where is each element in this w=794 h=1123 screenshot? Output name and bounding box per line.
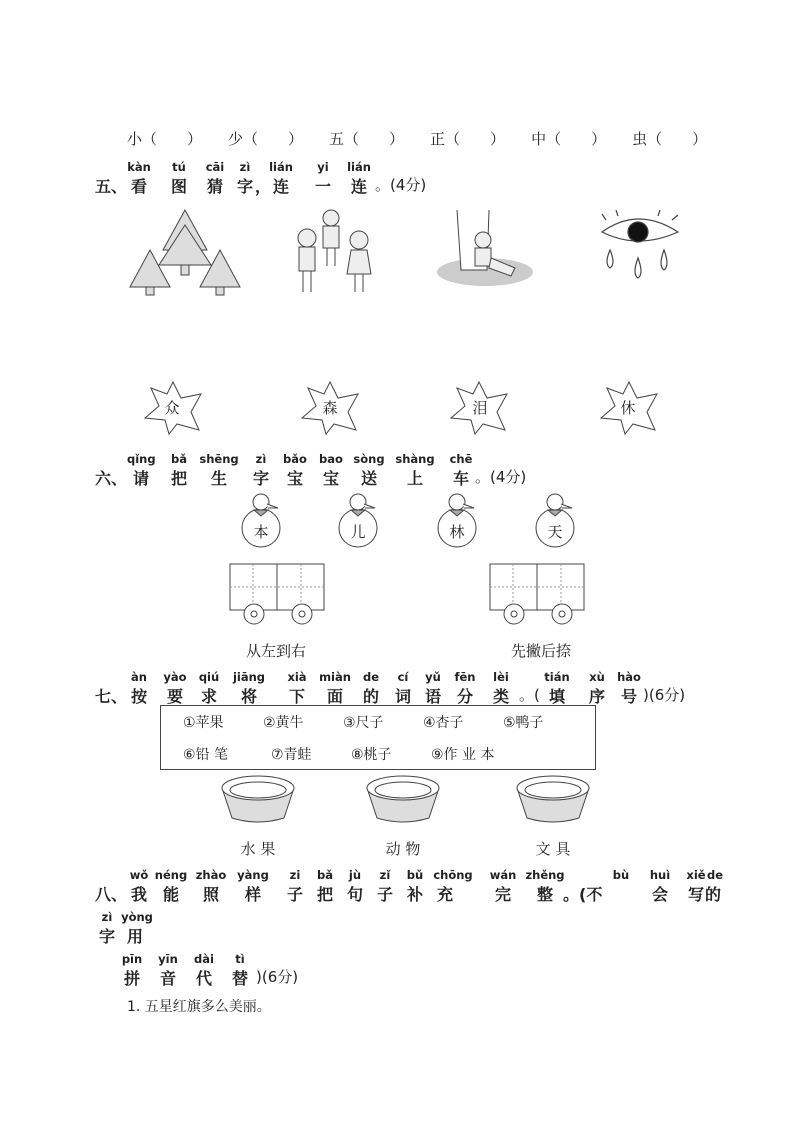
car-box[interactable] xyxy=(488,562,588,628)
q7-heading xyxy=(95,670,715,710)
bowl-label: 水 果 xyxy=(240,840,276,858)
trees-picture xyxy=(125,205,245,300)
hanzi: 把 xyxy=(170,469,187,488)
hanzi: 请 xyxy=(132,469,149,488)
hanzi: 句 xyxy=(346,885,363,904)
hanzi: 音 xyxy=(159,969,176,988)
hanzi: 替 xyxy=(231,969,248,988)
option-item: ①苹果 xyxy=(183,715,224,731)
hanzi: 号 xyxy=(620,687,637,706)
option-item: ⑦青蛙 xyxy=(271,747,312,763)
pinyin: huì xyxy=(649,868,671,882)
bowl-label: 文 具 xyxy=(535,840,571,858)
hanzi: 按 xyxy=(130,687,147,706)
bird-char: 本 xyxy=(253,523,269,541)
hanzi: 类 xyxy=(492,687,509,706)
punctuation: ， xyxy=(255,177,272,196)
pinyin: zǐ xyxy=(379,868,391,882)
leaf-char: 休 xyxy=(620,399,636,417)
q8-score: )(6分) xyxy=(256,968,299,986)
blank-item: 虫（ ） xyxy=(632,130,708,148)
pinyin: zhěng xyxy=(525,868,565,882)
pinyin: shēng xyxy=(199,452,239,466)
hanzi: 的 xyxy=(704,885,721,904)
pinyin: chē xyxy=(449,452,473,466)
eye-tears-picture xyxy=(598,210,683,292)
hanzi: 面 xyxy=(326,687,343,706)
hanzi: 充 xyxy=(436,885,453,904)
hanzi: 完 xyxy=(494,885,511,904)
pinyin: zi xyxy=(289,868,301,882)
q8-heading xyxy=(95,868,725,908)
leaf-char: 众 xyxy=(164,399,180,417)
pinyin: zhào xyxy=(195,868,227,882)
hanzi: 序 xyxy=(588,687,605,706)
q5-score: 。(4分) xyxy=(375,176,427,194)
pinyin: lián xyxy=(269,160,293,174)
q8-number: 八、 xyxy=(95,885,128,904)
pinyin: yòng xyxy=(121,910,153,924)
pinyin: bǎo xyxy=(283,452,307,466)
hanzi: 下 xyxy=(288,687,305,706)
car-label: 先撇后捺 xyxy=(511,642,572,660)
hanzi: 将 xyxy=(240,687,257,706)
bird-char: 儿 xyxy=(350,523,366,541)
hanzi: 一 xyxy=(314,177,331,196)
hanzi: 分 xyxy=(456,687,473,706)
pinyin: xiě xyxy=(686,868,706,882)
hanzi: 连 xyxy=(350,177,367,196)
pinyin: bǎ xyxy=(171,452,187,466)
option-item: ⑨作 业 本 xyxy=(431,747,495,763)
pinyin: xià xyxy=(287,670,307,684)
pinyin: bù xyxy=(612,868,630,882)
q5-heading xyxy=(95,160,695,200)
pinyin: jù xyxy=(348,868,362,882)
blank-item: 小（ ） xyxy=(127,130,203,148)
hanzi: 图 xyxy=(170,177,187,196)
pinyin: fēn xyxy=(454,670,476,684)
hanzi: 我 xyxy=(130,885,147,904)
pinyin: kàn xyxy=(127,160,151,174)
pinyin: de xyxy=(362,670,380,684)
pinyin: pīn xyxy=(121,952,143,966)
option-item: ②黄牛 xyxy=(263,715,304,731)
q5-number: 五、 xyxy=(95,177,128,196)
pinyin: dài xyxy=(194,952,214,966)
pinyin: wǒ xyxy=(129,868,149,882)
hanzi: 生 xyxy=(210,469,227,488)
hanzi: 要 xyxy=(166,687,183,706)
hanzi: 子 xyxy=(286,885,303,904)
pinyin: cāi xyxy=(205,160,225,174)
pinyin: qiú xyxy=(198,670,220,684)
pinyin: néng xyxy=(154,868,188,882)
hanzi: 整 xyxy=(536,885,553,904)
blank-item: 少（ ） xyxy=(228,130,304,148)
pinyin: chōng xyxy=(433,868,473,882)
pinyin: jiāng xyxy=(232,670,266,684)
pinyin: sòng xyxy=(353,452,385,466)
bowl-icon[interactable] xyxy=(365,772,441,826)
pinyin: yi xyxy=(317,160,329,174)
q8-line2 xyxy=(95,910,195,946)
pinyin: lèi xyxy=(493,670,509,684)
hanzi: 字 xyxy=(98,927,115,946)
car-label: 从左到右 xyxy=(246,642,307,660)
q7-score: )(6分) xyxy=(643,686,686,704)
blank-item: 中（ ） xyxy=(531,130,607,148)
hanzi: 词 xyxy=(394,687,411,706)
q8-line3 xyxy=(120,952,420,988)
hanzi: 填 xyxy=(548,687,565,706)
pinyin: miàn xyxy=(319,670,351,684)
option-item: ③尺子 xyxy=(343,715,384,731)
hanzi: 用 xyxy=(126,927,143,946)
pinyin: yàng xyxy=(237,868,269,882)
hanzi: 送 xyxy=(360,469,377,488)
pinyin: tián xyxy=(544,670,570,684)
hanzi: 连 xyxy=(272,177,289,196)
hanzi: 会 xyxy=(651,885,668,904)
hanzi: 字 xyxy=(252,469,269,488)
leaf-char: 泪 xyxy=(472,399,488,417)
hanzi: 车 xyxy=(452,469,469,488)
option-item: ⑥铅 笔 xyxy=(183,747,229,763)
pinyin: bǎ xyxy=(317,868,333,882)
hanzi: 上 xyxy=(406,469,423,488)
q6-heading xyxy=(95,452,695,492)
leaf-char: 森 xyxy=(322,399,338,417)
pinyin: yīn xyxy=(158,952,178,966)
car-box[interactable] xyxy=(228,562,328,628)
pinyin: yào xyxy=(163,670,187,684)
hanzi: 代 xyxy=(195,969,212,988)
hanzi: 猜 xyxy=(206,177,223,196)
hanzi: 语 xyxy=(424,687,441,706)
hanzi: 的 xyxy=(362,687,379,706)
rest-under-tree-picture xyxy=(435,210,535,290)
hanzi: 能 xyxy=(162,885,179,904)
pinyin: bǔ xyxy=(406,868,424,882)
blank-item: 正（ ） xyxy=(430,130,506,148)
option-item: ⑤鸭子 xyxy=(503,715,544,731)
pinyin: hào xyxy=(617,670,641,684)
bowl-label: 动 物 xyxy=(385,840,421,858)
pinyin: shàng xyxy=(395,452,435,466)
pinyin: tú xyxy=(172,160,186,174)
hanzi: 字 xyxy=(236,177,253,196)
pinyin: wán xyxy=(489,868,517,882)
option-item: ④杏子 xyxy=(423,715,464,731)
hanzi: 看 xyxy=(130,177,147,196)
hanzi: 补 xyxy=(406,885,423,904)
hanzi: 拼 xyxy=(123,969,140,988)
hanzi: 把 xyxy=(316,885,333,904)
hanzi: 宝 xyxy=(286,469,303,488)
punctuation: 。(不 xyxy=(563,885,603,904)
hanzi: 求 xyxy=(200,687,217,706)
pinyin: tì xyxy=(235,952,245,966)
pinyin: bao xyxy=(319,452,343,466)
bird-char: 林 xyxy=(449,523,465,541)
pinyin: zì xyxy=(255,452,267,466)
pinyin: xù xyxy=(589,670,605,684)
option-item: ⑧桃子 xyxy=(351,747,392,763)
pinyin: lián xyxy=(347,160,371,174)
bird-char: 天 xyxy=(547,523,563,541)
blank-item: 五（ ） xyxy=(329,130,405,148)
punctuation: 。( xyxy=(519,686,540,704)
bowl-icon[interactable] xyxy=(515,772,591,826)
word-options-box xyxy=(160,705,596,770)
pinyin: zì xyxy=(101,910,113,924)
pinyin: cí xyxy=(397,670,409,684)
pinyin: qǐng xyxy=(127,452,156,466)
pinyin: àn xyxy=(131,670,147,684)
hanzi: 子 xyxy=(376,885,393,904)
bowl-icon[interactable] xyxy=(220,772,296,826)
pinyin: de xyxy=(706,868,724,882)
hanzi: 宝 xyxy=(322,469,339,488)
pinyin: zì xyxy=(239,160,251,174)
hanzi: 样 xyxy=(244,885,261,904)
q6-score: 。(4分) xyxy=(475,468,527,486)
q6-number: 六、 xyxy=(95,469,128,488)
pinyin: yǔ xyxy=(425,670,441,684)
hanzi: 写 xyxy=(687,885,704,904)
hanzi: 照 xyxy=(202,885,219,904)
q8-item-1: 1. 五星红旗多么美丽。 xyxy=(127,999,271,1015)
q7-number: 七、 xyxy=(95,687,128,706)
blank-row xyxy=(127,128,733,149)
people-picture xyxy=(293,208,388,298)
